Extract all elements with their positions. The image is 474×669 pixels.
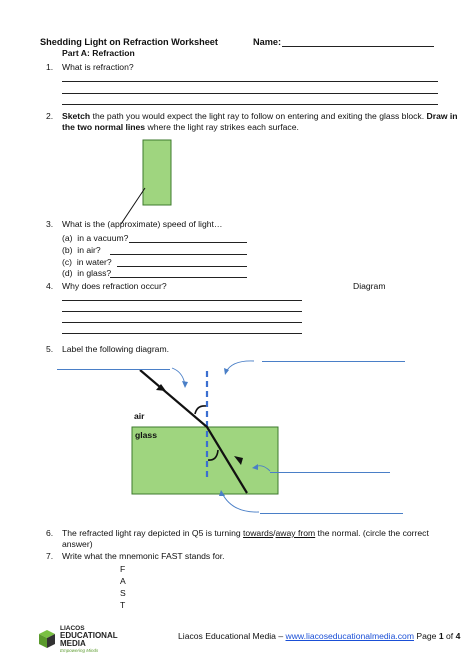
q5-number: 5.	[46, 344, 54, 354]
publisher-logo	[36, 626, 136, 654]
footer-publisher: Liacos Educational Media –	[178, 631, 286, 641]
q5-pointer-normal	[226, 361, 254, 372]
q7-letter-s: S	[120, 588, 126, 598]
q6-text-b: the normal. (circle the correct	[315, 528, 429, 538]
q2-incident-ray	[121, 188, 145, 224]
q5-label-blank-2[interactable]	[262, 361, 405, 362]
part-a-heading: Part A: Refraction	[62, 48, 135, 58]
q1-text: What is refraction?	[62, 62, 134, 72]
footer-page-word: Page	[414, 631, 439, 641]
q7-number: 7.	[46, 551, 54, 561]
q7-letter-a: A	[120, 576, 126, 586]
q2-glass-block	[143, 140, 171, 205]
footer-page-total: 4	[455, 631, 461, 641]
q3-item-d-label: (d)	[62, 268, 73, 278]
q2-text-a: the path you would expect the light ray to follow on entering and exiting the glass block.	[90, 111, 427, 121]
logo-line-1: LIACOS	[60, 625, 85, 632]
q7-letter-f: F	[120, 564, 126, 574]
q6-option-towards[interactable]: towards	[243, 528, 274, 538]
q5-label-blank-1[interactable]	[57, 369, 170, 370]
q2-draw-in: Draw in	[426, 111, 458, 121]
q6-line-1	[62, 528, 429, 538]
q1-number: 1.	[46, 62, 54, 72]
q3-item-d-text: in glass?	[77, 268, 112, 278]
q5-label-blank-3[interactable]	[270, 472, 390, 473]
q4-number: 4.	[46, 281, 54, 291]
footer-page-number: 1	[438, 631, 444, 641]
q2-sketch-word: Sketch	[62, 111, 91, 121]
q4-diagram-label: Diagram	[353, 281, 386, 291]
q5-text: Label the following diagram.	[62, 344, 170, 354]
q5-label-blank-4[interactable]	[260, 513, 403, 514]
q5-angle-incidence	[195, 406, 206, 414]
q3-item-a-label: (a)	[62, 233, 73, 243]
q5-glass-label: glass	[135, 430, 157, 440]
q3-item-c-label: (c)	[62, 257, 73, 267]
q2-number: 2.	[46, 111, 54, 121]
q5-air-label: air	[134, 411, 145, 421]
q6-number: 6.	[46, 528, 54, 538]
logo-line-3: MEDIA	[60, 639, 86, 648]
q4-text: Why does refraction occur?	[62, 281, 167, 291]
q6-text-c: answer)	[62, 539, 93, 549]
q6-option-away[interactable]: away from	[275, 528, 316, 538]
q5-pointer-refracted	[222, 493, 259, 512]
q5-pointer-incident-head	[182, 381, 188, 388]
q7-text: Write what the mnemonic FAST stands for.	[62, 551, 225, 561]
q7-letter-t: T	[120, 600, 126, 610]
logo-tagline: Empowering Minds	[60, 648, 99, 653]
q3-item-b-text: in air?	[77, 245, 101, 255]
footer-text	[178, 631, 460, 641]
q2-normal-lines: the two normal lines	[62, 122, 146, 132]
q2-text-b: where the light ray strikes each surface.	[145, 122, 299, 132]
footer-url-link[interactable]: www.liacoseducationalmedia.com	[285, 631, 414, 641]
worksheet-title: Shedding Light on Refraction Worksheet	[40, 37, 218, 47]
q3-item-c-text: in water?	[76, 257, 112, 267]
q3-text: What is the (approximate) speed of light…	[62, 219, 223, 229]
footer-of-word: of	[443, 631, 456, 641]
q3-item-b-label: (b)	[62, 245, 73, 255]
logo-cubes-icon	[36, 629, 58, 651]
q6-text-a: The refracted light ray depicted in Q5 is turning	[62, 528, 244, 538]
q3-number: 3.	[46, 219, 54, 229]
logo-line-2: EDUCATIONAL	[60, 631, 118, 640]
q6-slash: /	[273, 528, 276, 538]
name-label: Name:	[253, 37, 282, 47]
q3-item-a-text: in a vacuum?	[77, 233, 129, 243]
